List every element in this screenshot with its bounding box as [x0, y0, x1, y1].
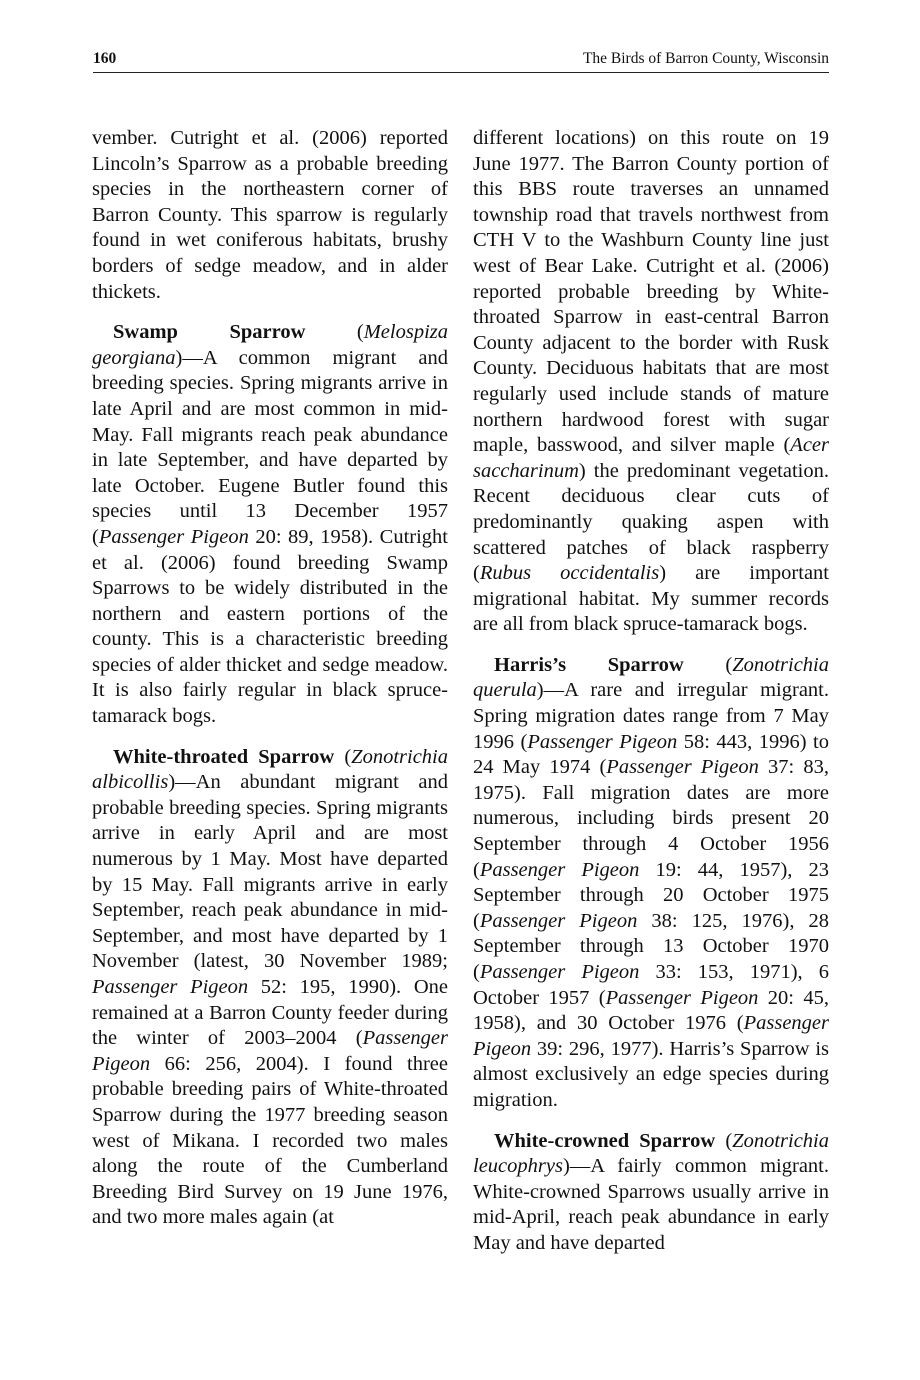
journal-name: Passenger Pigeon: [479, 858, 640, 881]
journal-name: Passenger Pigeon: [479, 909, 638, 932]
journal-name: Passenger Pigeon: [527, 730, 678, 753]
journal-name: Passenger Pigeon: [92, 1027, 448, 1075]
journal-name: Passenger Pigeon: [92, 976, 249, 998]
paragraph-lincolns-sparrow-continued: vember. Cutright et al. (2006) reported Lincoln’s Sparrow as a probable breeding species in the northeastern corner of Barron County. This sparrow is regularly found in wet coniferous habitats, brushy borders of sedge meadow, and in alder thickets.: [92, 127, 448, 303]
scientific-name: Zonotrichia albicollis: [92, 745, 448, 794]
species-account-swamp-sparrow: Swamp Sparrow (Melospiza georgiana)—A common migrant and breeding species. Spring migrants arrive in late April and are most common in mid-May. Fall migrants reach peak abundance in late September, and have departed by late October. Eugene Butler found this species until 13 December 1957 (Passenger Pigeon 20: 89, 1958). Cutright et al. (2006) found breeding Swamp Sparrows to be widely distributed in the northern and eastern portions of the county. This is a characteristic breeding species of alder thicket and sedge meadow. It is also fairly regular in black spruce-tamarack bogs.: [92, 321, 449, 728]
scientific-name: Zonotrichia leucophrys: [473, 1129, 829, 1178]
left-column: [92, 126, 448, 1231]
running-title: The Birds of Barron County, Wisconsin: [582, 50, 829, 67]
species-account-harriss-sparrow: Harris’s Sparrow (Zonotrichia querula)—A rare and irregular migrant. Spring migration dates range from 7 May 1996 (Passenger Pigeon 58: 443, 1996) to 24 May 1974 (Passenger Pigeon 37: 83, 1975). Fall migration dates are more numerous, including birds present 20 September through 4 October 1956 (Passenger Pigeon 19: 44, 1957), 23 September through 20 October 1975 (Passenger Pigeon 38: 125, 1976), 28 September through 13 October 1970 (Passenger Pigeon 33: 153, 1971), 6 October 1957 (Passenger Pigeon 20: 45, 1958), and 30 October 1976 (Passenger Pigeon 39: 296, 1977). Harris’s Sparrow is almost exclusively an edge species during migration.: [473, 653, 830, 1111]
right-column: [473, 126, 829, 1257]
journal-name: Passenger Pigeon: [473, 1012, 829, 1060]
running-header: [93, 50, 829, 73]
scientific-name: Acer saccharinum: [473, 434, 829, 482]
page-number: 160: [93, 50, 117, 67]
species-name: White-throated Sparrow: [113, 745, 335, 768]
species-name: Swamp Sparrow: [113, 321, 306, 344]
journal-name: Passenger Pigeon: [605, 986, 759, 1009]
scientific-name: Rubus occidentalis: [479, 562, 660, 585]
species-account-white-throated-sparrow: White-throated Sparrow (Zonotrichia albicollis)—An abundant migrant and probable breeding species. Spring migrants arrive in early April and are most numerous by 1 May. Most have departed by 15 May. Fall migrants arrive in early September, reach peak abundance in mid-September, and most have departed by 1 November (latest, 30 November 1989; Passenger Pigeon 52: 195, 1990). One remained at a Barron County feeder during the winter of 2003–2004 (Passenger Pigeon 66: 256, 2004). I found three probable breeding pairs of White-throated Sparrow during the 1977 breeding season west of Mikana. I recorded two males along the route of the Cumberland Breeding Bird Survey on 19 June 1976, and two more males again (at: [92, 745, 448, 1229]
journal-name: Passenger Pigeon: [479, 961, 640, 983]
species-account-white-crowned-sparrow: White-crowned Sparrow (Zonotrichia leucophrys)—A fairly common migrant. White-crowned Sparrows usually arrive in mid-April, reach peak abundance in early May and have departed: [473, 1129, 829, 1254]
species-name: White-crowned Sparrow: [494, 1129, 716, 1152]
species-name: Harris’s Sparrow: [494, 653, 684, 676]
scientific-name: Zonotrichia querula: [473, 653, 830, 702]
scientific-name: Melospiza georgiana: [92, 321, 449, 369]
journal-name: Passenger Pigeon: [98, 525, 249, 548]
paragraph-white-throated-sparrow-continued: different locations) on this route on 19 June 1977. The Barron County portion of this BBS route traverses an unnamed township road that travels northwest from CTH V to the Washburn County line just west of Bear Lake. Cutright et al. (2006) reported probable breeding by White-throated Sparrow in east-central Barron County adjacent to the border with Rusk County. Deciduous habitats that are most regularly used include stands of mature northern hardwood forest with sugar maple, basswood, and silver maple (Acer saccharinum) the predominant vegetation. Recent deciduous clear cuts of predominantly quaking aspen with scattered patches of black raspberry (Rubus occidentalis) are important migrational habitat. My summer records are all from black spruce-tamarack bogs.: [473, 127, 829, 636]
journal-name: Passenger Pigeon: [606, 756, 759, 779]
